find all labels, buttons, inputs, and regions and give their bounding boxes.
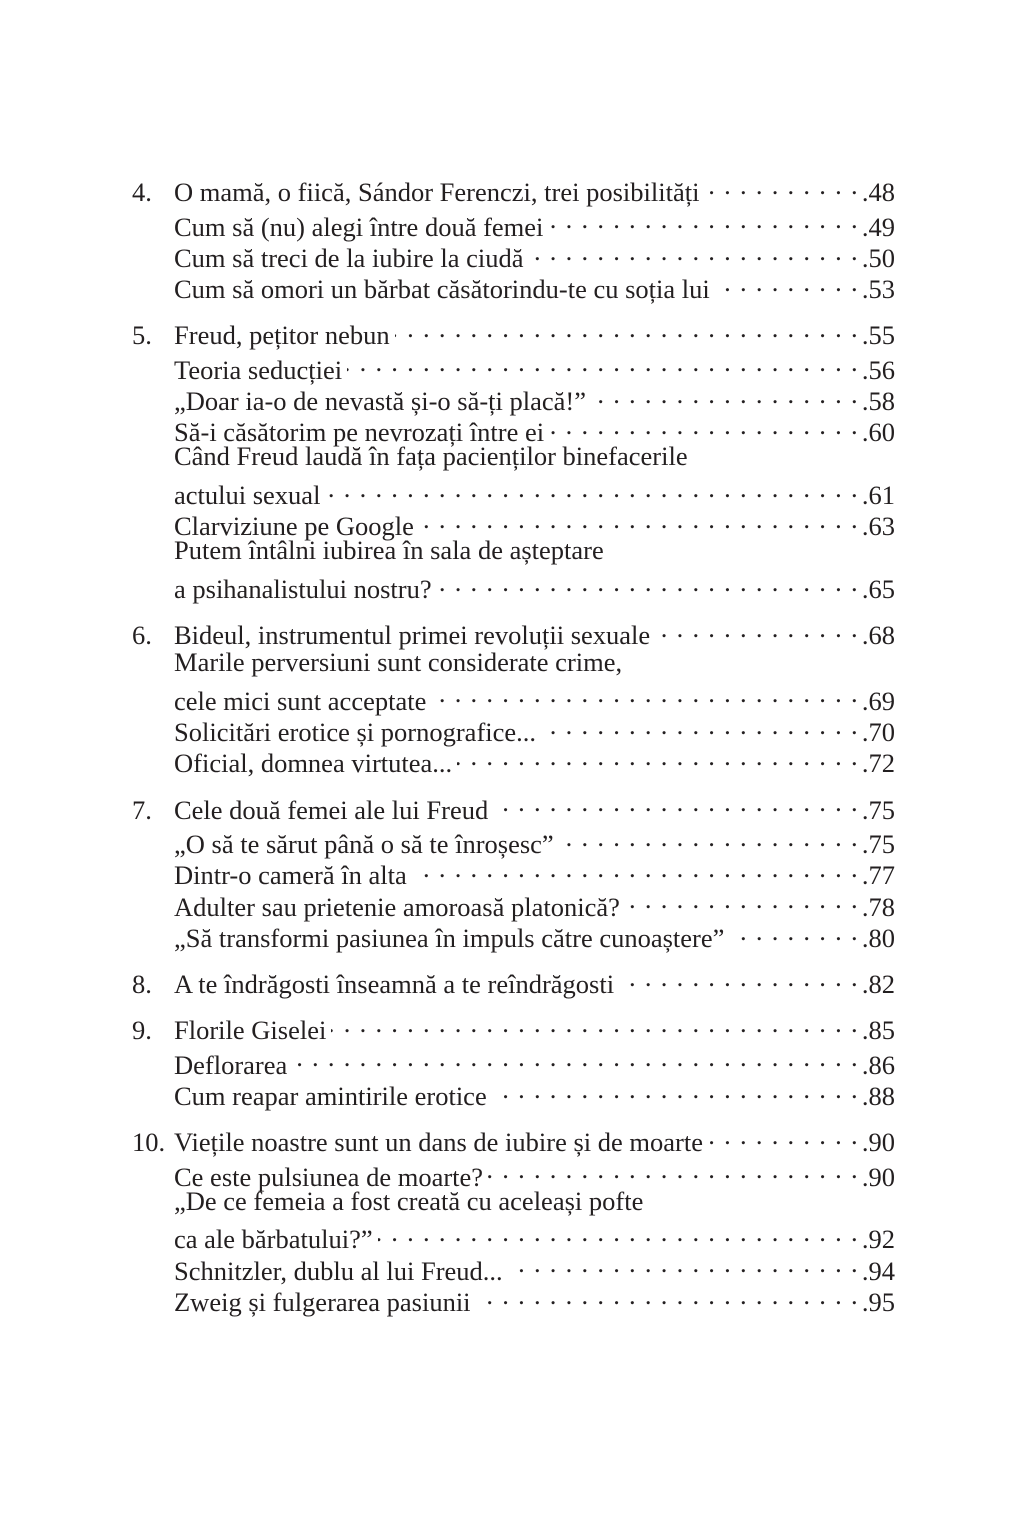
page-number: .65 <box>861 573 895 604</box>
dot-leader <box>548 204 858 235</box>
section-title: Cum să treci de la iubire la ciudă <box>174 242 524 273</box>
section-entry[interactable] <box>132 347 895 385</box>
page-number: .80 <box>861 922 895 953</box>
page-number: .90 <box>861 1161 895 1192</box>
dot-leader <box>492 1074 859 1105</box>
page-number: .88 <box>861 1081 895 1112</box>
section-title-line[interactable]: Când Freud laudă în fața pacienților binefacerile <box>174 441 688 472</box>
section-title: Adulter sau prietenie amoroasă platonică? <box>174 891 620 922</box>
page-number: .69 <box>861 685 895 716</box>
dot-leader <box>457 741 859 772</box>
section-title: Solicitări erotice și pornografice... <box>174 717 537 748</box>
chapter-heading[interactable] <box>132 962 895 1000</box>
section-entry[interactable] <box>132 678 895 716</box>
page-number: .86 <box>861 1049 895 1080</box>
chapter-heading[interactable] <box>132 613 895 651</box>
section-title: „Doar ia-o de nevastă și-o să-ți placă!” <box>174 386 587 417</box>
page-number: .55 <box>861 320 895 351</box>
page-number: .70 <box>861 717 895 748</box>
chapter-title: A te îndrăgosti înseamnă a te reîndrăgosti <box>174 969 615 1000</box>
page-number: .75 <box>861 828 895 859</box>
chapter-10 <box>132 1120 895 1317</box>
section-entry[interactable] <box>132 204 895 242</box>
chapter-9 <box>132 1008 895 1112</box>
dot-leader <box>619 962 859 993</box>
chapter-heading[interactable] <box>132 787 895 825</box>
chapter-number: 10. <box>132 1127 166 1158</box>
section-title: Cum să (nu) alegi între două femei <box>174 211 544 242</box>
section-entry[interactable] <box>132 1154 895 1192</box>
section-title: Dintr-o cameră în alta <box>174 860 407 891</box>
dot-leader <box>378 1217 859 1248</box>
page-number: .75 <box>861 794 895 825</box>
page-number: .50 <box>861 242 895 273</box>
chapter-title: Freud, pețitor nebun <box>174 320 390 351</box>
chapter-title: Cele două femei ale lui Freud <box>174 794 489 825</box>
page-number: .95 <box>861 1286 895 1317</box>
chapter-number: 6. <box>132 620 152 651</box>
section-entry[interactable] <box>132 1042 895 1080</box>
section-title: actului sexual <box>174 479 321 510</box>
dot-leader <box>529 236 859 267</box>
dot-leader <box>704 170 858 201</box>
section-title: Să-i căsătorim pe nevrozați între ei <box>174 417 545 448</box>
section-entry[interactable] <box>132 1217 895 1255</box>
dot-leader <box>541 710 859 741</box>
chapter-title: Florile Giselei <box>174 1015 327 1046</box>
page-number: .90 <box>861 1127 895 1158</box>
page-number: .63 <box>861 511 895 542</box>
page-number: .78 <box>861 891 895 922</box>
table-of-contents <box>132 170 895 1326</box>
page-number: .58 <box>861 386 895 417</box>
dot-leader <box>419 504 859 535</box>
dot-leader <box>331 1008 859 1039</box>
chapter-heading[interactable] <box>132 170 895 208</box>
section-title: „Să transformi pasiunea în impuls către cunoaștere” <box>174 922 725 953</box>
section-title: „O să te sărut până o să te înroșesc” <box>174 828 554 859</box>
dot-leader <box>549 410 859 441</box>
dot-leader <box>395 313 859 344</box>
page-number: .53 <box>861 274 895 305</box>
chapter-4 <box>132 170 895 305</box>
chapter-title: O mamă, o fiică, Sándor Ferenczi, trei posibilități <box>174 177 700 208</box>
chapter-heading[interactable] <box>132 313 895 351</box>
section-title: Clarviziune pe Google <box>174 511 414 542</box>
section-title: Teoria seducției <box>174 354 343 385</box>
section-title: cele mici sunt acceptate <box>174 685 427 716</box>
dot-leader <box>347 347 859 378</box>
page-number: .77 <box>861 860 895 891</box>
section-title: Zweig și fulgerarea pasiunii <box>174 1286 471 1317</box>
dot-leader <box>625 884 859 915</box>
dot-leader <box>715 267 859 298</box>
chapter-number: 4. <box>132 177 152 208</box>
dot-leader <box>729 916 858 947</box>
section-title: ca ale bărbatului?” <box>174 1224 373 1255</box>
chapter-7 <box>132 787 895 953</box>
section-title-line[interactable]: „De ce femeia a fost creată cu aceleași pofte <box>174 1185 644 1216</box>
section-title: Deflorarea <box>174 1049 288 1080</box>
page-number: .72 <box>861 748 895 779</box>
section-entry[interactable] <box>132 473 895 510</box>
section-title: Ce este pulsiunea de moarte? <box>174 1161 484 1192</box>
section-title: a psihanalistului nostru? <box>174 573 432 604</box>
page-number: .61 <box>861 479 895 510</box>
section-title: Schnitzler, dublu al lui Freud... <box>174 1255 503 1286</box>
dot-leader <box>431 678 859 709</box>
chapter-number: 5. <box>132 320 152 351</box>
page-number: .60 <box>861 417 895 448</box>
dot-leader <box>292 1042 859 1073</box>
dot-leader <box>493 787 859 818</box>
section-title: Cum să omori un bărbat căsătorindu-te cu soția lui <box>174 274 710 305</box>
section-title-line[interactable]: Marile perversiuni sunt considerate crime, <box>174 647 623 678</box>
dot-leader <box>488 1154 859 1185</box>
chapter-title: Viețile noastre sunt un dans de iubire și de moarte <box>174 1127 704 1158</box>
dot-leader <box>591 379 859 410</box>
section-entry[interactable] <box>132 822 895 859</box>
chapter-heading[interactable] <box>132 1120 895 1158</box>
chapter-title: Bideul, instrumentul primei revoluții sexuale <box>174 620 651 651</box>
dot-leader <box>655 613 859 644</box>
page-number: .68 <box>861 620 895 651</box>
section-entry[interactable] <box>132 567 895 604</box>
chapter-number: 8. <box>132 969 152 1000</box>
dot-leader <box>437 567 859 598</box>
dot-leader <box>412 853 859 884</box>
dot-leader <box>476 1280 859 1311</box>
chapter-number: 9. <box>132 1015 152 1046</box>
chapter-8 <box>132 962 895 1000</box>
page-number: .94 <box>861 1255 895 1286</box>
page-number: .82 <box>861 969 895 1000</box>
dot-leader <box>708 1120 859 1151</box>
page-number: .56 <box>861 354 895 385</box>
page-number: .49 <box>861 211 895 242</box>
chapter-heading[interactable] <box>132 1008 895 1046</box>
section-title-line[interactable]: Putem întâlni iubirea în sala de așteptare <box>174 535 604 566</box>
section-title: Oficial, domnea virtutea... <box>174 748 453 779</box>
chapter-number: 7. <box>132 794 152 825</box>
chapter-6 <box>132 613 895 779</box>
dot-leader <box>325 473 858 504</box>
section-title: Cum reapar amintirile erotice <box>174 1081 487 1112</box>
chapter-5 <box>132 313 895 604</box>
dot-leader <box>559 822 859 853</box>
page-number: .85 <box>861 1015 895 1046</box>
page-number: .48 <box>861 177 895 208</box>
page-number: .92 <box>861 1224 895 1255</box>
dot-leader <box>508 1248 859 1279</box>
